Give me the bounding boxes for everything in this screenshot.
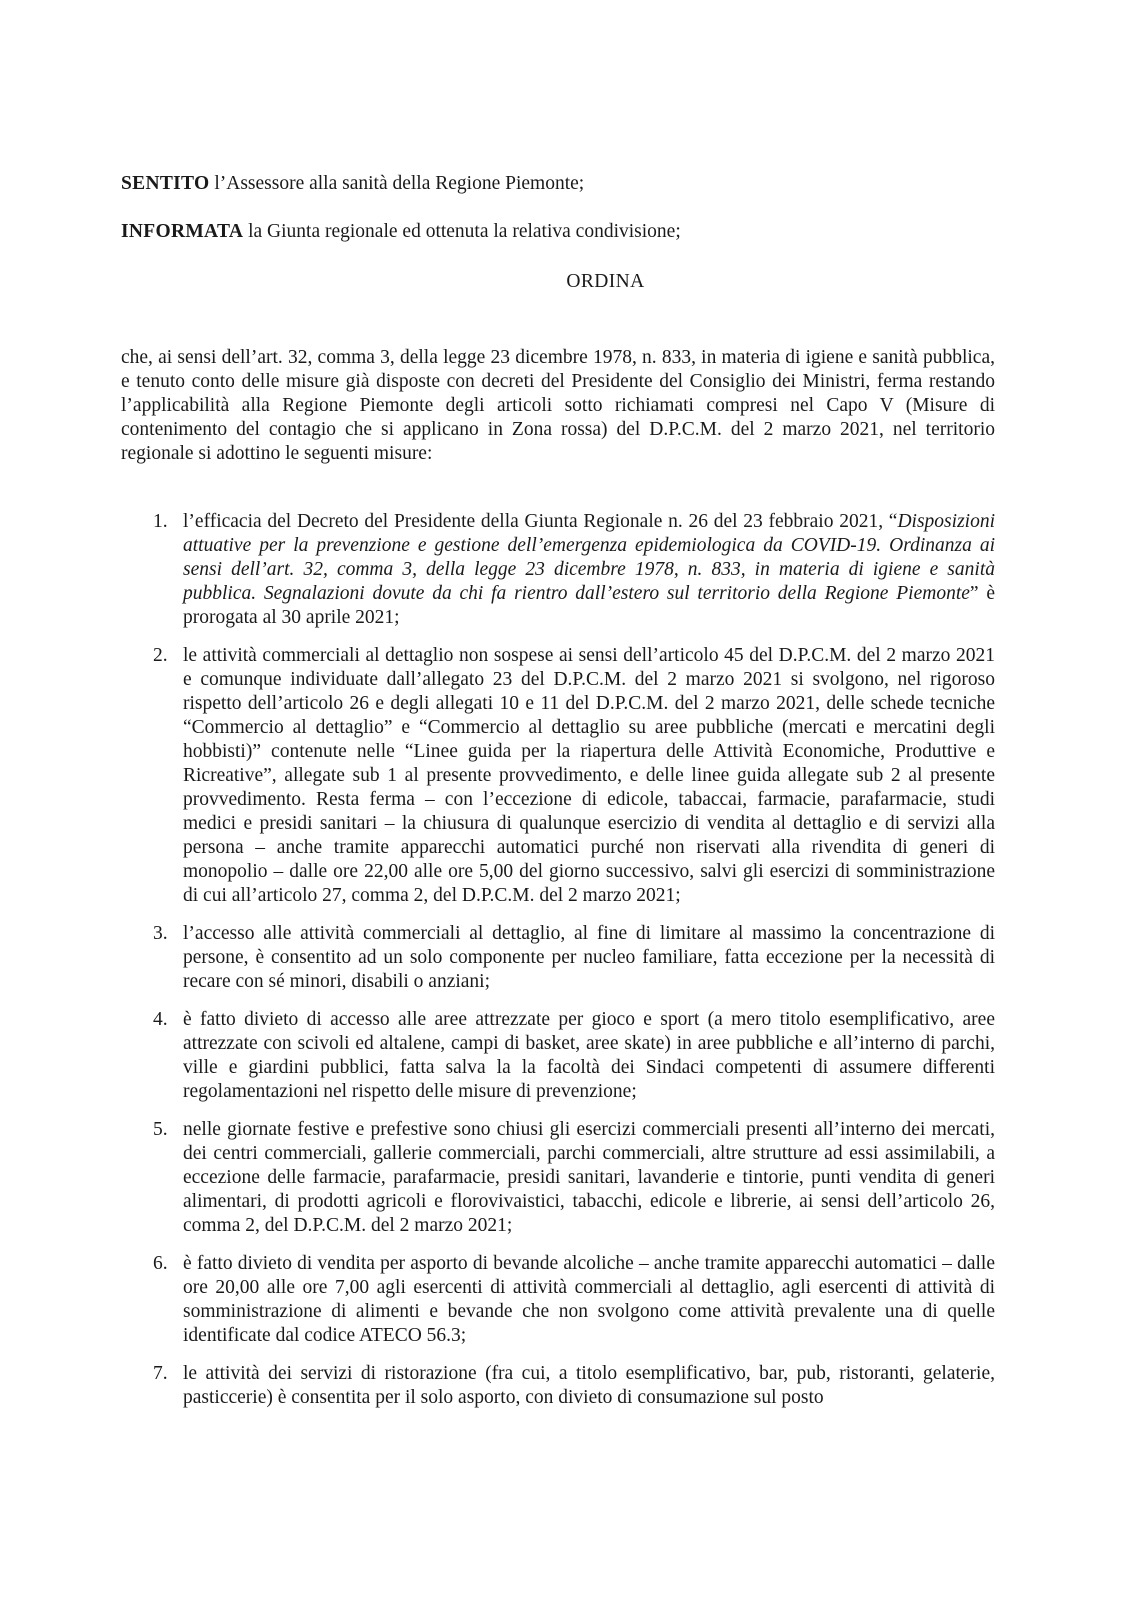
item-number: 6.	[153, 1253, 168, 1274]
informata-paragraph	[121, 220, 681, 244]
item-number: 4.	[153, 1009, 168, 1030]
list-item	[121, 1008, 995, 1104]
item-text: nelle giornate festive e prefestive sono chiusi gli esercizi commerciali presenti all’interno dei mercati, dei centri commerciali, gallerie commerciali, parchi commerciali, altre strutture ad essi assimilabili, a eccezione delle farmacie, parafarmacie, presidi sanitari, lavanderie e tintorie, punti vendita di generi alimentari, di prodotti agricoli e florovivaistici, tabacchi, edicole e librerie, ai sensi dell’articolo 26, comma 2, del D.P.C.M. del 2 marzo 2021;	[183, 1119, 995, 1236]
item-text: l’accesso alle attività commerciali al dettaglio, al fine di limitare al massimo la concentrazione di persone, è consentito ad un solo componente per nucleo familiare, fatta eccezione per la necessità di recare con sé minori, disabili o anziani;	[183, 923, 995, 992]
item-text: le attività commerciali al dettaglio non sospese ai sensi dell’articolo 45 del D.P.C.M. del 2 marzo 2021 e comunque individuate dall’allegato 23 del D.P.C.M. del 2 marzo 2021 si svolgono, nel rigoroso rispetto dell’articolo 26 e degli allegati 10 e 11 del D.P.C.M. del 2 marzo 2021, delle schede tecniche “Commercio al dettaglio” e “Commercio al dettaglio su aree pubbliche (mercati e mercatini degli hobbisti)” contenute nelle “Linee guida per la riapertura delle Attività Economiche, Produttive e Ricreative”, allegate sub 1 al presente provvedimento, e delle linee guida allegate sub 2 al presente provvedimento. Resta ferma – con l’eccezione di edicole, tabaccai, farmacie, parafarmacie, studi medici e presidi sanitari – la chiusura di qualunque esercizio di vendita al dettaglio e di servizi alla persona – anche tramite apparecchi automatici purché non riservati alla rivendita di generi di monopolio – dalle ore 22,00 alle ore 5,00 del giorno successivo, salvi gli esercizi di somministrazione di cui all’articolo 27, comma 2, del D.P.C.M. del 2 marzo 2021;	[183, 645, 995, 906]
item-number: 3.	[153, 923, 168, 944]
list-item	[121, 1252, 995, 1348]
list-item	[121, 922, 995, 994]
intro-paragraph: che, ai sensi dell’art. 32, comma 3, della legge 23 dicembre 1978, n. 833, in materia di igiene e sanità pubblica, e tenuto conto delle misure già disposte con decreti del Presidente del Consiglio dei Ministri, ferma restando l’applicabilità alla Regione Piemonte degli articoli sotto richiamati compresi nel Capo V (Misure di contenimento del contagio che si applicano in Zona rossa) del D.P.C.M. del 2 marzo 2021, nel territorio regionale si adottino le seguenti misure:	[121, 347, 995, 464]
item-text: l’efficacia del Decreto del Presidente della Giunta Regionale n. 26 del 23 febbraio 2021, “	[183, 511, 898, 532]
list-item	[121, 1362, 995, 1410]
measures-list	[121, 510, 995, 1424]
item-number: 7.	[153, 1363, 168, 1384]
list-item	[121, 644, 995, 908]
sentito-paragraph	[121, 172, 584, 196]
item-text: è fatto divieto di vendita per asporto di bevande alcoliche – anche tramite apparecchi automatici – dalle ore 20,00 alle ore 7,00 agli esercenti di attività commerciali al dettaglio, agli esercenti di attività di somministrazione di alimenti e bevande che non svolgono come attività prevalente una di quelle identificate dal codice ATECO 56.3;	[183, 1253, 995, 1346]
ordina-heading: ORDINA	[566, 271, 645, 292]
sentito-keyword: SENTITO	[121, 173, 210, 194]
item-text: è fatto divieto di accesso alle aree attrezzate per gioco e sport (a mero titolo esemplificativo, aree attrezzate con scivoli ed altalene, campi di basket, aree skate) in aree pubbliche e all’interno di parchi, ville e giardini pubblici, fatta salva la la facoltà dei Sindaci competenti di assumere differenti regolamentazioni nel rispetto delle misure di prevenzione;	[183, 1009, 995, 1102]
sentito-text: l’Assessore alla sanità della Regione Piemonte;	[209, 173, 585, 194]
informata-keyword: INFORMATA	[121, 221, 244, 242]
item-number: 5.	[153, 1119, 168, 1140]
item-text-end: ” è prorogata al 30 aprile 2021;	[183, 583, 996, 628]
item-number: 1.	[153, 511, 168, 532]
item-number: 2.	[153, 645, 168, 666]
item-italic-text: Disposizioni attuative per la prevenzione e gestione dell’emergenza epidemiologica da COVID-19. Ordinanza ai sensi dell’art. 32, comma 3, della legge 23 dicembre 1978, n. 833, in materia di igiene e sanità pubblica. Segnalazioni dovute da chi fa rientro dall’estero sul territorio della Regione Piemonte	[183, 511, 995, 604]
list-item	[121, 1118, 995, 1238]
list-item	[121, 510, 995, 630]
item-text: le attività dei servizi di ristorazione (fra cui, a titolo esemplificativo, bar, pub, ristoranti, gelaterie, pasticcerie) è consentita per il solo asporto, con divieto di consumazione sul posto	[183, 1363, 995, 1408]
informata-text: la Giunta regionale ed ottenuta la relativa condivisione;	[243, 221, 681, 242]
